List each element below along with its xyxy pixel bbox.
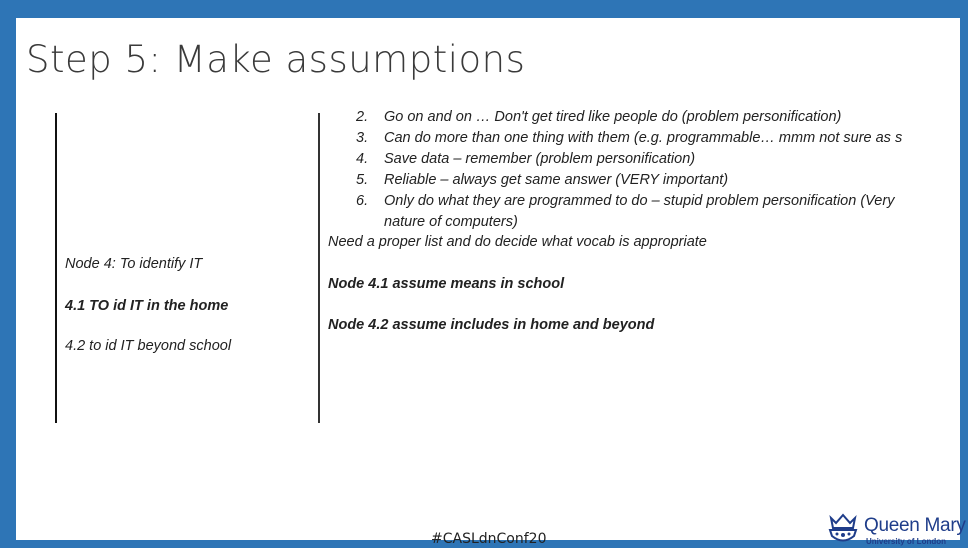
document-image (55, 109, 960, 423)
left-column (65, 113, 310, 423)
list-item (328, 128, 968, 149)
list-text: Save data – remember (problem personification) (384, 151, 696, 167)
list-item-continuation (328, 212, 968, 233)
crown-shield-icon (826, 512, 860, 544)
slide-title: Step 5: Make assumptions (26, 38, 526, 81)
conference-hashtag: #CASLdnConf20 (431, 531, 547, 547)
logo-subtitle: University of London (866, 537, 946, 546)
queen-mary-logo (826, 512, 966, 548)
list-item (328, 149, 968, 170)
list-number: 6. (356, 193, 369, 209)
slide (16, 18, 966, 547)
list-item (328, 107, 968, 128)
list-text: Reliable – always get same answer (VERY important) (384, 172, 729, 188)
list-number: 5. (356, 172, 369, 188)
node-4-2-label: 4.2 to id IT beyond school (65, 338, 232, 354)
numbered-list (328, 107, 968, 233)
list-text: nature of computers) (384, 214, 518, 230)
logo-name: Queen Mary (864, 515, 966, 536)
right-column (328, 109, 968, 423)
list-text: Can do more than one thing with them (e.g. programmable… mmm not sure as s (384, 130, 903, 146)
vocab-note: Need a proper list and do decide what vocab is appropriate (328, 234, 707, 250)
node-4-1-label: 4.1 TO id IT in the home (65, 298, 229, 314)
node-4-label: Node 4: To identify IT (65, 256, 203, 272)
list-number: 2. (356, 109, 369, 125)
list-text: Only do what they are programmed to do – stupid problem personification (Very (384, 193, 895, 209)
node-4-1-assumption: Node 4.1 assume means in school (328, 276, 565, 292)
list-number: 4. (356, 151, 369, 167)
list-item (328, 170, 968, 191)
list-text: Go on and on … Don't get tired like people do (problem personification) (384, 109, 842, 125)
list-number: 3. (356, 130, 369, 146)
node-4-2-assumption: Node 4.2 assume includes in home and beyond (328, 317, 655, 333)
list-item (328, 191, 968, 212)
table-column-divider (318, 113, 320, 423)
table-left-border (55, 113, 57, 423)
